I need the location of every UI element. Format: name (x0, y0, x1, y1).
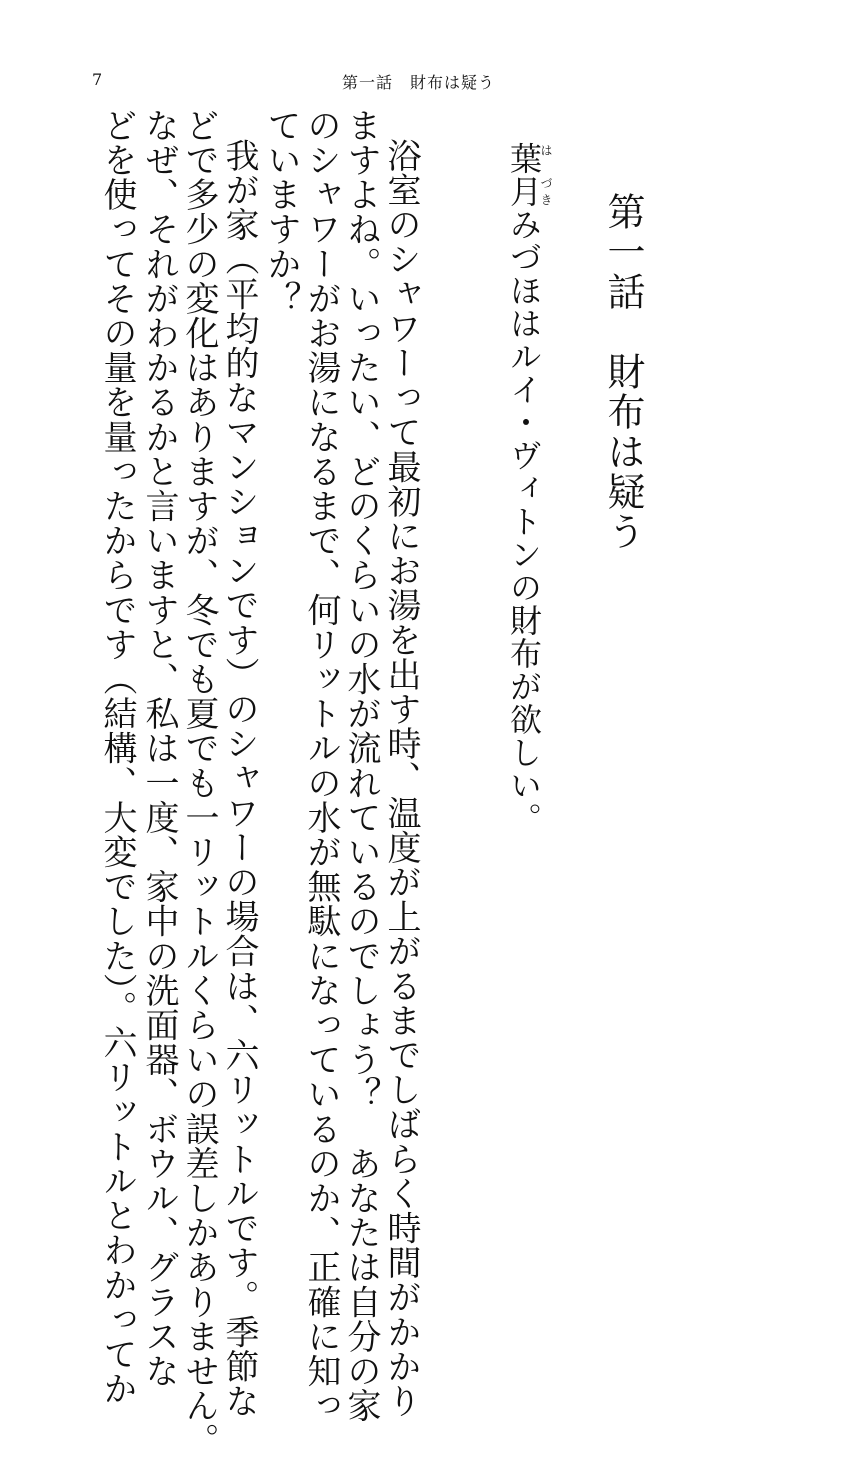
body-line: 浴室のシャワーって最初にお湯を出す時、温度が上がるまでしばらく時間がかかり (381, 138, 421, 1419)
body-line: ていますか？ (261, 108, 301, 316)
subtitle-text: みづほはルイ・ヴィトンの財布が欲しい。 (505, 208, 543, 835)
body-line: 我が家（平均的なマンションです）のシャワーの場合は、六リットルです。季節な (219, 138, 259, 1419)
body-line: のシャワーがお湯になるまで、何リットルの水が無駄になっているのか、正確に知っ (301, 108, 341, 1423)
chapter-subtitle (505, 142, 553, 835)
body-line: どを使ってその量を量ったからです（結構、大変でした）。六リットルとわかってか (97, 108, 137, 1406)
body-line: なぜ、それがわかるかと言いますと、私は一度、家中の洗面器、ボウル、グラスな (139, 108, 179, 1389)
author-name-ruby: 葉月は づき (505, 142, 553, 208)
body-line: ますよね。いったい、どのくらいの水が流れているのでしょう？ あなたは自分の家 (341, 108, 381, 1423)
chapter-title: 第一話 財布は疑う (601, 192, 645, 552)
page-number: 7 (92, 70, 103, 89)
body-line: どで多少の変化はありますが、冬でも夏でも一リットルくらいの誤差しかありません。 (179, 108, 219, 1457)
running-title: 第一話 財布は疑う (342, 73, 496, 92)
